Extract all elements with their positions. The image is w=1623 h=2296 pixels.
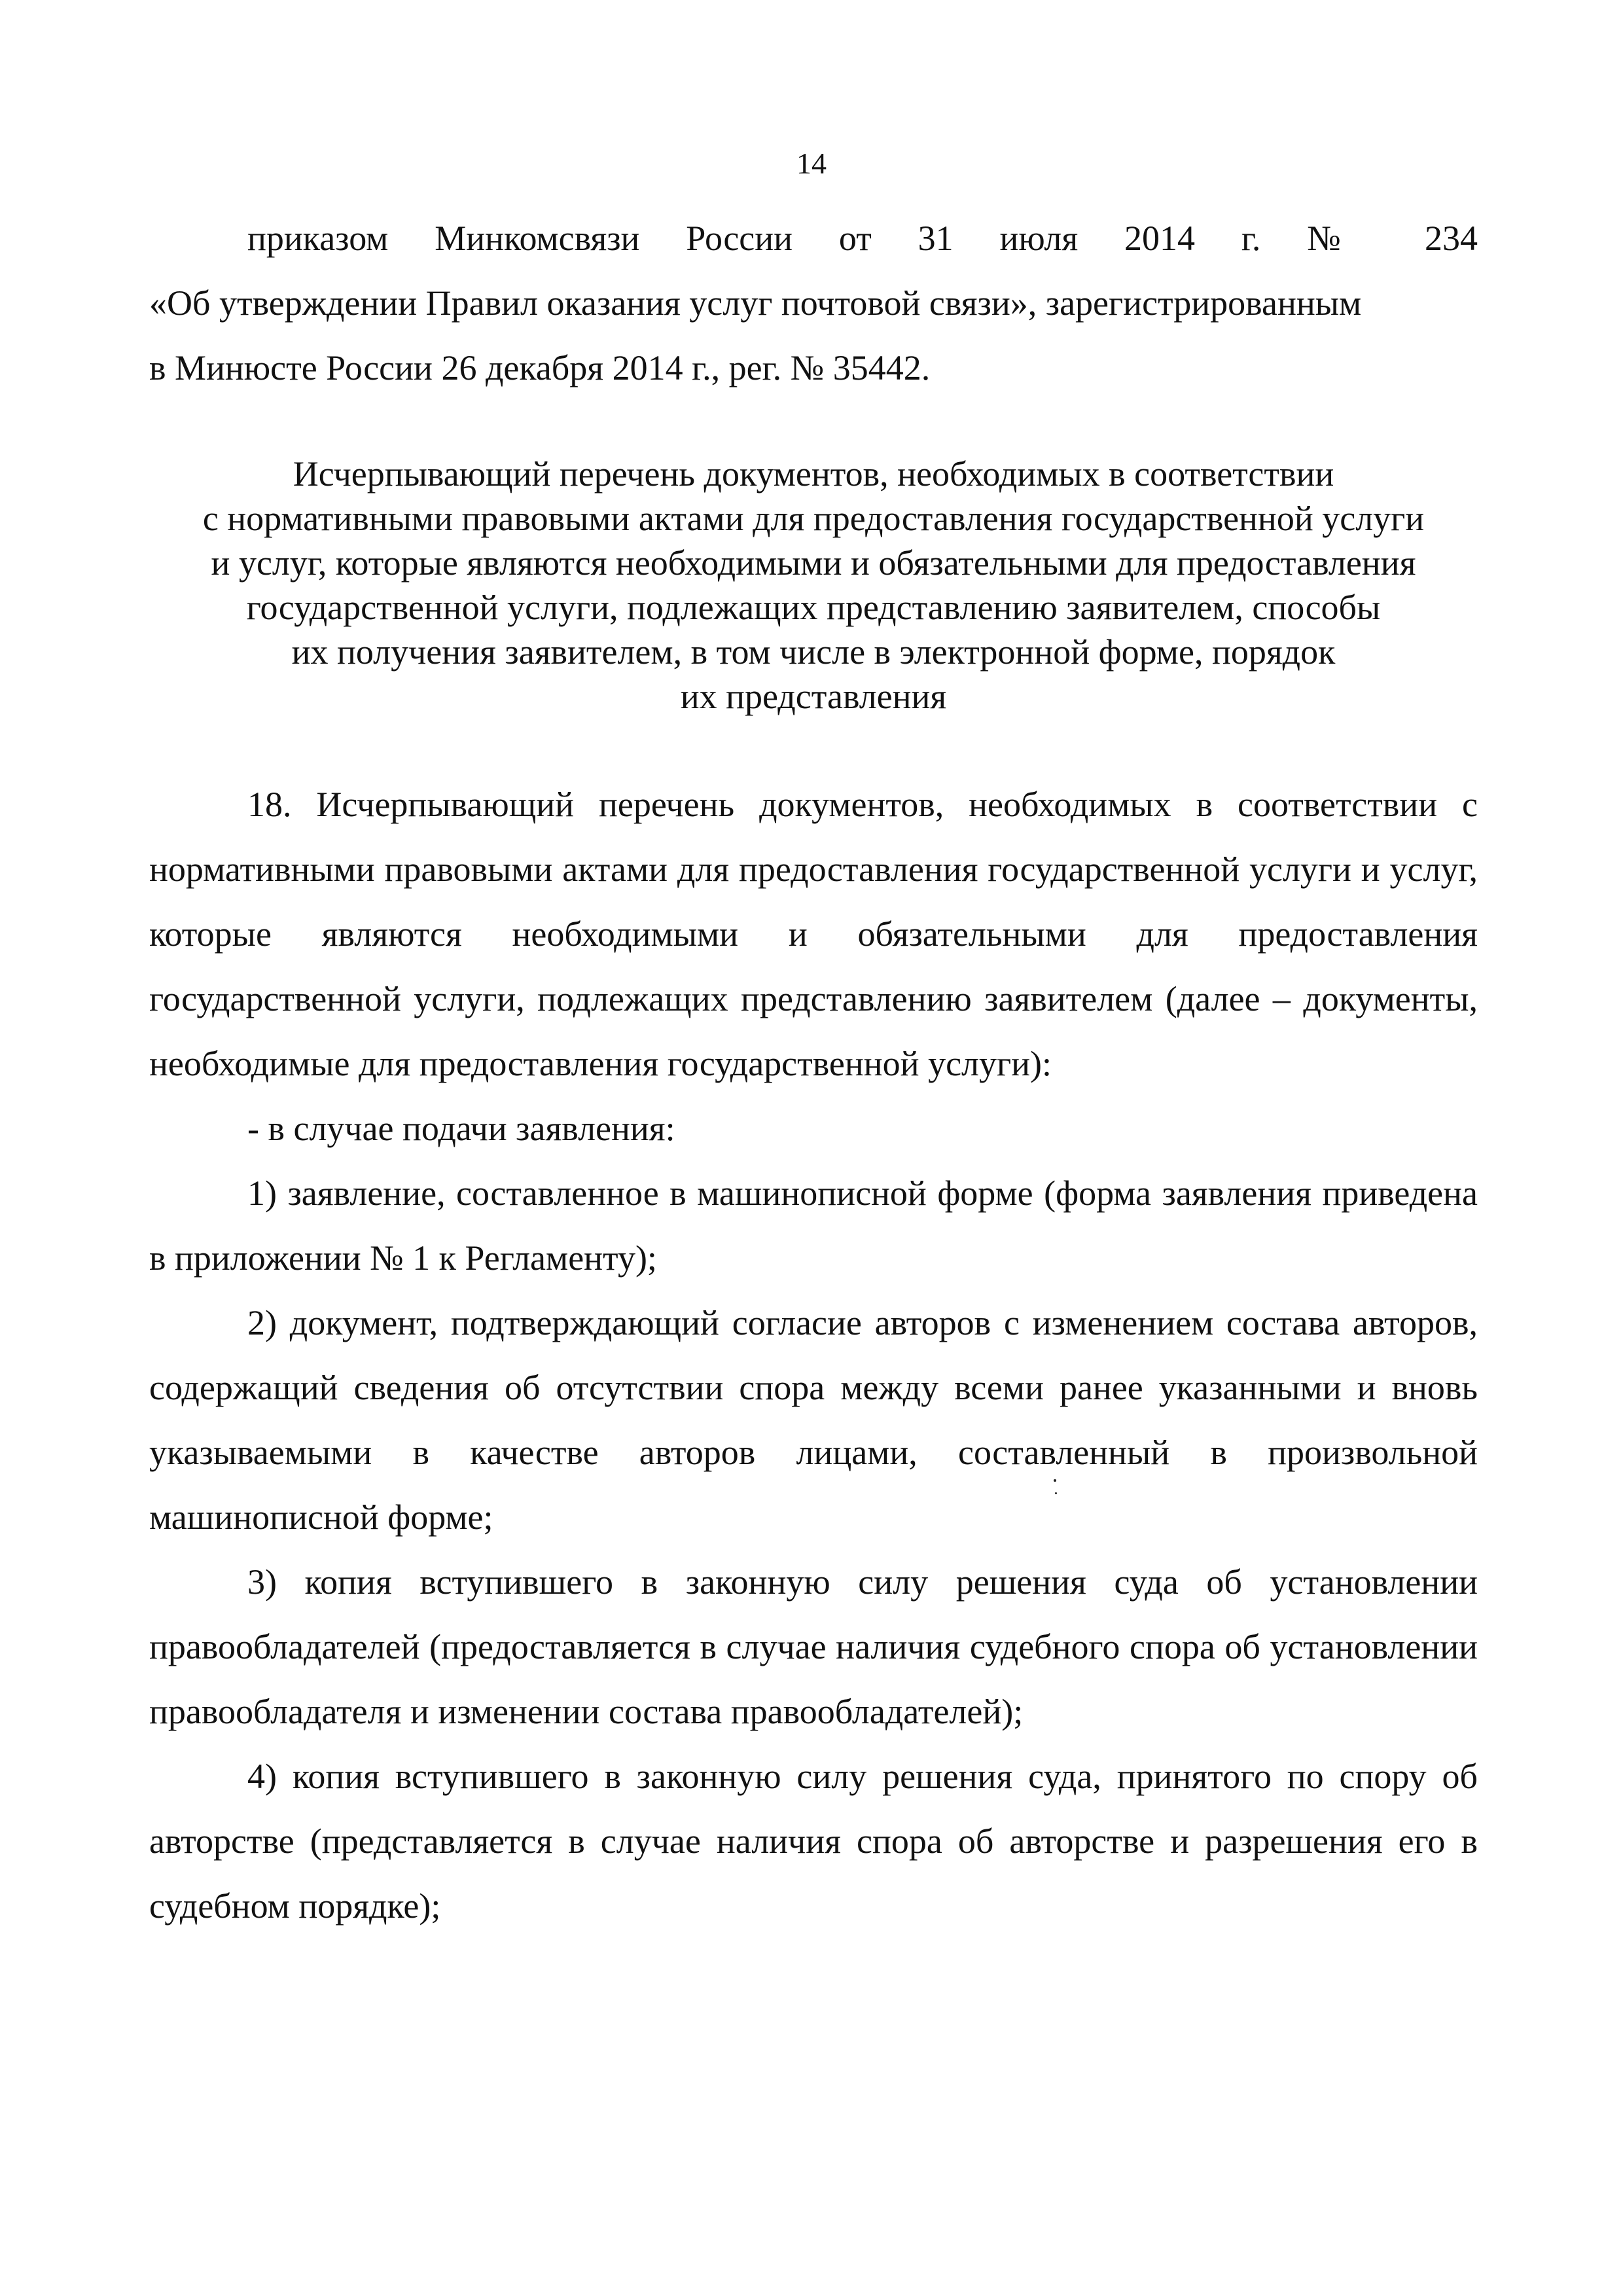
heading-line: их представления xyxy=(680,677,947,716)
list-item-2: 2) документ, подтверждающий согласие авторов с изменением состава авторов, содержащий сведения об отсутствии спора между всеми ранее указанными и вновь указываемыми в качестве авторов лицами, составленный в произвольной машинописной форме; xyxy=(149,1303,1478,1537)
heading-line: Исчерпывающий перечень документов, необходимых в соответствии xyxy=(293,454,1334,493)
scan-speck xyxy=(1055,1492,1057,1494)
paragraph-18: 18. Исчерпывающий перечень документов, необходимых в соответствии с нормативными правовыми актами для предоставления государственной услуги и услуг, которые являются необходимыми и обязательными для предоставления государственной услуги, подлежащих представлению заявителем (далее – документы, необходимые для предоставления государственной услуги): xyxy=(149,785,1478,1083)
heading-line: их получения заявителем, в том числе в электронной форме, порядок xyxy=(291,632,1336,672)
list-item-4: 4) копия вступившего в законную силу решения суда, принятого по спору об авторстве (представляется в случае наличия спора об авторстве и разрешения его в судебном порядке); xyxy=(149,1757,1478,1926)
paragraph-case-application: - в случае подачи заявления: xyxy=(247,1109,675,1148)
scan-speck xyxy=(1054,1479,1056,1482)
list-item-1: 1) заявление, составленное в машинописной форме (форма заявления приведена в приложении № 1 к Регламенту); xyxy=(149,1174,1478,1278)
page-number: 14 xyxy=(796,147,827,180)
heading-line: и услуг, которые являются необходимыми и обязательными для предоставления xyxy=(211,543,1416,583)
intro-text xyxy=(149,206,1478,401)
heading-line: с нормативными правовыми актами для предоставления государственной услуги xyxy=(202,499,1425,538)
intro-line: приказом Минкомсвязи России от 31 июля 2014 г. № 234 xyxy=(247,219,1478,258)
main-text xyxy=(149,772,1478,1939)
intro-line: «Об утверждении Правил оказания услуг почтовой связи», зарегистрированным xyxy=(149,283,1362,323)
section-heading xyxy=(149,452,1478,719)
heading-line: государственной услуги, подлежащих представлению заявителем, способы xyxy=(246,588,1381,627)
list-item-3: 3) копия вступившего в законную силу решения суда об установлении правообладателей (предоставляется в случае наличия судебного спора об установлении правообладателя и изменении состава правообладателей); xyxy=(149,1562,1478,1731)
intro-line: в Минюсте России 26 декабря 2014 г., рег. № 35442. xyxy=(149,348,931,387)
